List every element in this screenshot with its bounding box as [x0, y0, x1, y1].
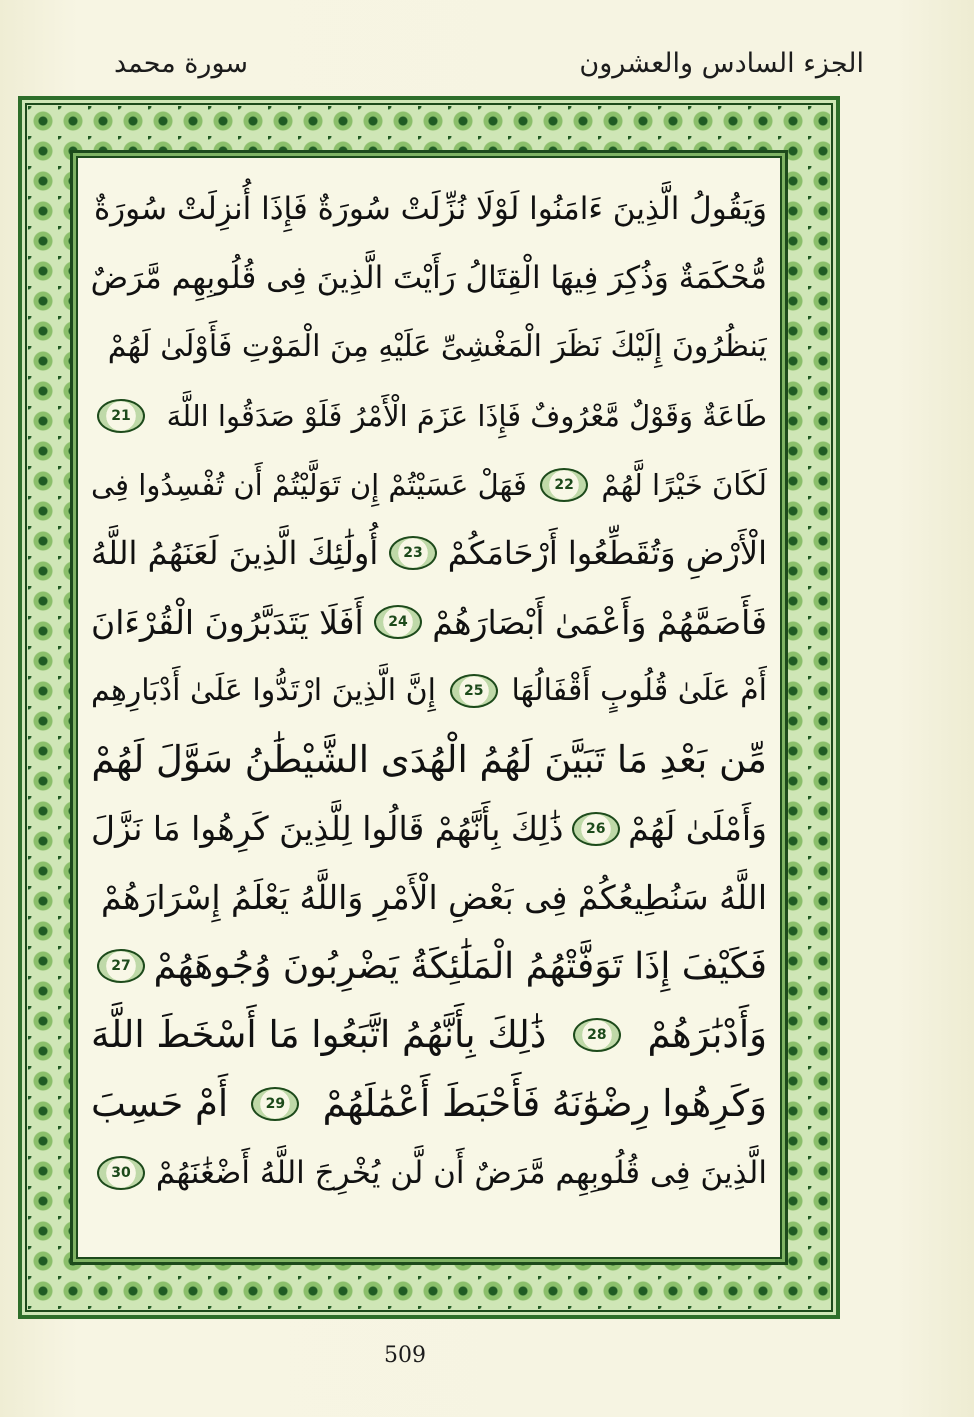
verse-line: [91, 450, 767, 519]
verse-text: أَفَلَا يَتَدَبَّرُونَ الْقُرْءَانَ: [91, 602, 364, 642]
verse-line: [91, 1069, 767, 1138]
verse-text: الْأَرْضِ وَتُقَطِّعُوا أَرْحَامَكُمْ: [447, 534, 767, 573]
verse-line: [91, 1001, 767, 1070]
ayah-number-marker: 23: [389, 536, 437, 570]
verse-text: ذَٰلِكَ بِأَنَّهُمْ قَالُوا لِلَّذِينَ كَرِهُوا مَا نَزَّلَ: [91, 809, 564, 849]
verse-text-area: [91, 175, 767, 1250]
verse-text: أُولَٰئِكَ الَّذِينَ لَعَنَهُمُ اللَّهُ: [91, 534, 379, 573]
verse-text: إِنَّ الَّذِينَ ارْتَدُّوا عَلَىٰ أَدْبَارِهِم: [91, 673, 436, 709]
verse-line: [91, 863, 767, 932]
verse-line: [91, 519, 767, 588]
verse-line: [91, 175, 767, 244]
verse-line: [91, 1138, 767, 1207]
verse-line: [91, 381, 767, 450]
verse-text: اللَّهُ سَنُطِيعُكُمْ فِى بَعْضِ الْأَمْرِ وَاللَّهُ يَعْلَمُ إِسْرَارَهُمْ: [101, 877, 767, 917]
verse-text: ذَٰلِكَ بِأَنَّهُمُ اتَّبَعُوا مَا أَسْخَطَ اللَّهَ: [91, 1013, 547, 1057]
verse-line: [91, 657, 767, 726]
ornamental-frame: [18, 96, 840, 1319]
ayah-number-marker: 27: [97, 949, 145, 983]
ayah-number-marker: 24: [374, 605, 422, 639]
verse-text: فَكَيْفَ إِذَا تَوَفَّتْهُمُ الْمَلَٰئِكَةُ يَضْرِبُونَ وُجُوهَهُمْ: [153, 945, 767, 987]
verse-text: فَهَلْ عَسَيْتُمْ إِن تَوَلَّيْتُمْ أَن تُفْسِدُوا فِى: [91, 467, 527, 502]
ayah-number-marker: 21: [97, 399, 145, 433]
ayah-number-marker: 30: [97, 1156, 145, 1190]
verse-text: فَأَصَمَّهُمْ وَأَعْمَىٰ أَبْصَارَهُمْ: [432, 602, 767, 642]
ayah-number-marker: 28: [573, 1018, 621, 1052]
verse-line: [91, 794, 767, 863]
juz-title: الجزء السادس والعشرون: [579, 48, 864, 79]
verse-line: [91, 932, 767, 1001]
verse-line: [91, 313, 767, 382]
page-header: [0, 38, 974, 94]
verse-text: يَنظُرُونَ إِلَيْكَ نَظَرَ الْمَغْشِىِّ عَلَيْهِ مِنَ الْمَوْتِ فَأَوْلَىٰ لَهُمْ: [107, 329, 767, 365]
verse-line: [91, 725, 767, 794]
verse-text: أَمْ حَسِبَ: [91, 1082, 229, 1126]
verse-text: مُّحْكَمَةٌ وَذُكِرَ فِيهَا الْقِتَالُ رَأَيْتَ الَّذِينَ فِى قُلُوبِهِم مَّرَضٌ: [91, 260, 767, 297]
verse-text: مِّن بَعْدِ مَا تَبَيَّنَ لَهُمُ الْهُدَى الشَّيْطَٰنُ سَوَّلَ لَهُمْ: [91, 738, 767, 782]
page-number: 509: [384, 1343, 426, 1368]
verse-line: [91, 588, 767, 657]
verse-text: الَّذِينَ فِى قُلُوبِهِم مَّرَضٌ أَن لَّن يُخْرِجَ اللَّهُ أَضْغَٰنَهُمْ: [155, 1154, 767, 1191]
ayah-number-marker: 29: [251, 1087, 299, 1121]
verse-text: وَكَرِهُوا رِضْوَٰنَهُ فَأَحْبَطَ أَعْمَٰلَهُمْ: [322, 1082, 767, 1126]
verse-text: أَمْ عَلَىٰ قُلُوبٍ أَقْفَالُهَا: [511, 673, 767, 709]
verse-line: [91, 244, 767, 313]
verse-text: وَأَدْبَٰرَهُمْ: [647, 1013, 767, 1057]
surah-title: سورة محمد: [114, 48, 249, 79]
verse-text: وَأَمْلَىٰ لَهُمْ: [628, 809, 767, 849]
text-frame: [70, 150, 788, 1265]
ayah-number-marker: 22: [540, 468, 588, 502]
verse-text: لَكَانَ خَيْرًا لَّهُمْ: [601, 467, 767, 502]
ayah-number-marker: 25: [450, 674, 498, 708]
verse-text: طَاعَةٌ وَقَوْلٌ مَّعْرُوفٌ فَإِذَا عَزَمَ الْأَمْرُ فَلَوْ صَدَقُوا اللَّهَ: [166, 398, 767, 433]
ayah-number-marker: 26: [572, 812, 620, 846]
verse-text: وَيَقُولُ الَّذِينَ ءَامَنُوا لَوْلَا نُزِّلَتْ سُورَةٌ فَإِذَا أُنزِلَتْ سُورَةٌ: [93, 191, 767, 228]
